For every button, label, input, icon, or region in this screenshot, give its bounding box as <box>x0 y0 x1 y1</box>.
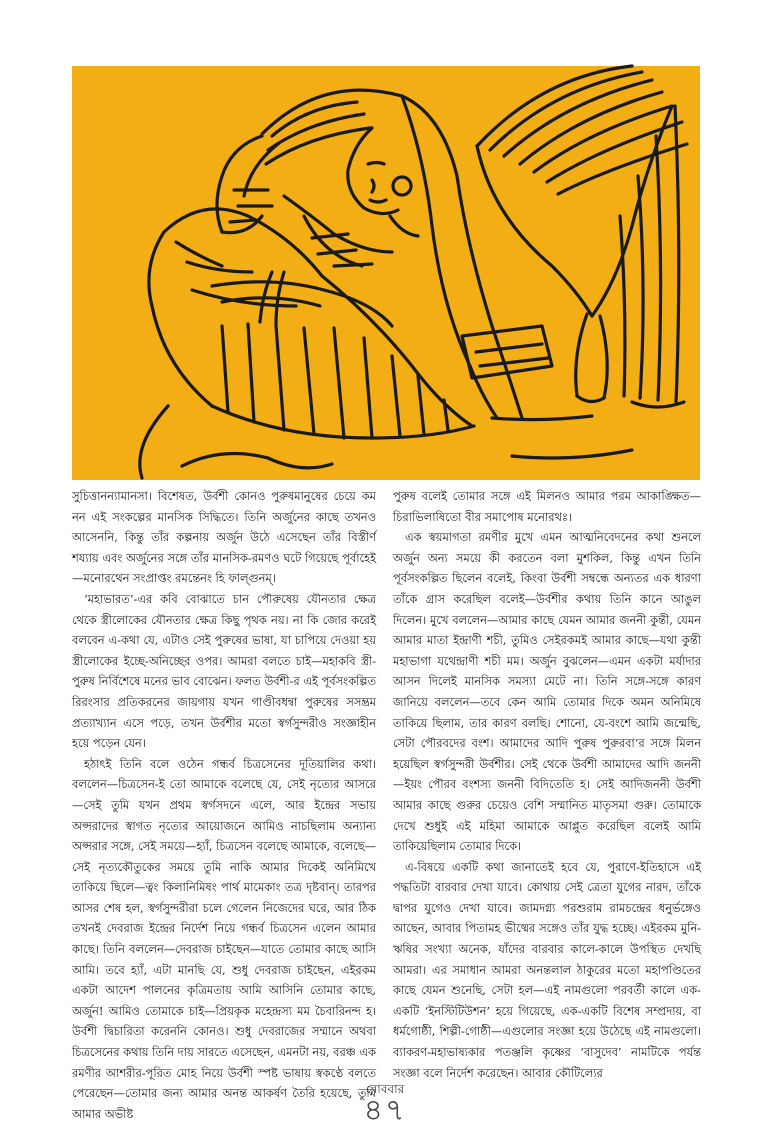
paragraph: হঠাৎই তিনি বলে ওঠেন গন্ধর্ব চিত্রসেনের দূতিয়ালির কথা। বললেন—চিত্রসেন-ই তো আমাকে বলেছে যে, সেই নৃত্যের আসরে—সেই তুমি যখন প্রথম স্বর্গসদনে এলে, আর ইন্দ্রের সভায় অপ্সরাদের স্বাগত নৃত্যের আয়োজনে আমিও নাচছিলাম অন্যান্য অপ্সরার সঙ্গে, সেই সময়ে—হ্যাঁ, চিত্রসেন বলেছে আমাকে, বলেছে—সেই নৃত্যকৌতুকের সময়ে তুমি নাকি আমার দিকেই অনিমিখে তাকিয়ে ছিলে—ত্বং কিলানিমিষং পার্থ মামেকাং তত্র দৃষ্টবান্। তারপর আসর শেষ হল, স্বর্গসুন্দরীরা চলে গেলেন নিজেদের ঘরে, আর ঠিক তখনই দেবরাজ ইন্দ্রের নির্দেশ নিয়ে গন্ধর্ব চিত্রসেন এলেন আমার কাছে। তিনি বললেন—দেবরাজ চাইছেন—যাতে তোমার কাছে আসি আমি। তবে হ্যাঁ, এটা মানছি যে, শুধু দেবরাজ চাইছেন, এইরকম একটা আদেশ পালনের কৃত্রিমতায় আমি আসিনি তোমার কাছে, অর্জুন! আমিও তোমাকে চাই—প্রিয়কৃক মহেন্দ্রস্য মম চৈবারিনন্দ হ। উর্বশী দ্বিচারিতা করেননি কোনও। শুধু দেবরাজের সম্মানে অথবা চিত্রসেনের কথায় তিনি দায় সারতে এসেছেন, এমনটা নয়, বরঞ্চ এক রমণীর আশরীর-পূরিত মোহ নিয়ে উর্বশী স্পষ্ট ভাষায় স্বকণ্ঠে বলতে পেরেছেন—তোমার জন্য আমার অনন্ত আকর্ষণ তৈরি হয়েছে, তুমি আমার অভীষ্ট <box>72 756 376 1121</box>
article-column-left <box>72 486 376 1121</box>
paragraph: এ-বিষয়ে একটি কথা জানাতেই হবে যে, পুরাণে-ইতিহাসে এই পদ্ধতিটা বারবার দেখা যাবে। কোথায় সেই ত্রেতা যুগের নারদ, তাঁকে দ্বাপর যুগেও দেখা যাবে। জামদগ্ন্য পরশুরাম রামচন্দ্রের ধনুর্ভঙ্গেও আছেন, আবার পিতামহ ভীষ্মের সঙ্গেও তাঁর যুদ্ধ হচ্ছে। এইরকম মুনি-ঋষির সংখ্যা অনেক, যাঁদের বারবার কালে-কালে উপস্থিত দেখছি আমরা। এর সমাধান আমরা অনন্তলাল ঠাকুরের মতো মহাপণ্ডিতের কাছে যেমন শুনেছি, সেটা হল—এই নামগুলো পরবর্তী কালে এক-একটি ‘ইনস্টিটিউশন’ হয়ে গিয়েছে, এক-একটি বিশেষ সম্প্রদায়, বা ধর্মগোষ্ঠী, শিল্পী-গোষ্ঠী—এগুলোর সংজ্ঞা হয়ে উঠেছে এই নামগুলো। ব্যাকরণ-মহাভাষ্যকার পতঞ্জলি কৃষ্ণের ‘বাসুদেব’ নামটিকে পর্যন্ত সংজ্ঞা বলে নির্দেশ করেছেন। আবার কৌটিল্যের <box>393 859 701 1080</box>
paragraph: এক স্বয়মাগতা রমণীর মুখে এমন আত্মনিবেদনের কথা শুনলে অর্জুন অন্য সময়ে কী করতেন বলা মুশকিল, কিন্তু এখন তিনি পূর্বসংকল্পিত ছিলেন বলেই, কিংবা উর্বশী সম্বন্ধে অন্যতর এক ধারণা তাঁকে গ্রাস করেছিল বলেই—উর্বশীর কথায় তিনি কানে আঙুল দিলেন। মুখে বললেন—আমার কাছে যেমন আমার জননী কুন্তী, যেমন আমার মাতা ইন্দ্রাণী শচী, তুমিও সেইরকমই আমার কাছে—যথা কুন্তী মহাভাগা যথেন্দ্রাণী শচী মম। অর্জুন বুঝলেন—এমন একটা মর্যাদার আসন দিলেই মানসিক সমস্যা মেটে না। তিনি সঙ্গে-সঙ্গে কারণ জানিয়ে বললেন—তবে কেন আমি তোমার দিকে অমন অনিমিষে তাকিয়ে ছিলাম, তার কারণ বলছি। শোনো, যে-বংশে আমি জন্মেছি, সেটা পৌরবদের বংশ। আমাদের আদি পুরুষ পুরুরবা’র সঙ্গে মিলন হয়েছিল স্বর্গসুন্দরী উর্বশীর। সেই থেকে উর্বশী আমাদের আদি জননী—ইয়ং পৌরব বংশস্য জননী বিদিতেতি হ। সেই আদিজননী উর্বশী আমার কাছে গুরুর চেয়েও বেশি সম্মানিত মাতৃসমা গুরু। তোমাকে দেখে শুধুই এই মহিমা আমাকে আপ্লুত করেছিল বলেই আমি তাকিয়েছিলাম তোমার দিকে। <box>393 530 701 854</box>
seated-woman-line-drawing <box>72 66 700 480</box>
paragraph: সুচিত্তানন্যামানসা। বিশেষত, উর্বশী কোনও পুরুষমানুষের চেয়ে কম নন এই সংকল্পের মানসিক সিদ্ধিতে। তিনি অর্জুনের কাছে তখনও আসেননি, কিন্তু তাঁর কল্পনায় অর্জুন উঠে এসেছেন তাঁর বিস্তীর্ণ শয্যায় এবং অর্জুনের সঙ্গে তাঁর মানসিক-রমণও ঘটে গিয়েছে পূর্বাহেই—মনোরথেন সংপ্রাপ্তং রমন্তেনং হি ফাল্গুনম্। <box>72 489 376 586</box>
publication-name: রোববার <box>365 1082 405 1096</box>
page-number: ৪৭ <box>363 1093 407 1128</box>
article-column-right <box>393 486 701 1080</box>
illustration <box>72 66 700 480</box>
paragraph: ‘মহাভারত’-এর কবি বোঝাতে চান পৌরুষেয় যৌনতার ক্ষেত্র থেকে স্ত্রীলোকের যৌনতার ক্ষেত্র কিছু পৃথক নয়। না কি জোর করেই বলবেন এ-কথা যে, এটাও সেই পুরুষের ভাষা, যা চাপিয়ে দেওয়া হয় স্ত্রীলোকের ইচ্ছে-অনিচ্ছের ওপর। আমরা বলতে চাই—মহাকবি স্ত্রী-পুরুষ নির্বিশেষে মনের ভাব বোঝেন। ফলত উর্বশী-র এই পূর্বসংকল্পিত রিরংসার প্রতিকরনের জায়গায় যখন গাণ্ডীবধন্বা পুরুষের সসম্ভ্রম প্রত্যাখ্যান এসে পড়ে, তখন উর্বশীর মতো স্বর্গসুন্দরীও সংজ্ঞাহীন হয়ে পড়েন যেন। <box>72 591 376 751</box>
paragraph: পুরুষ বলেই তোমার সঙ্গে এই মিলনও আমার পরম আকাঙ্ক্ষিত—চিরাভিলাষিতো বীর সমাপোষ মনোরথঃ। <box>393 489 701 524</box>
